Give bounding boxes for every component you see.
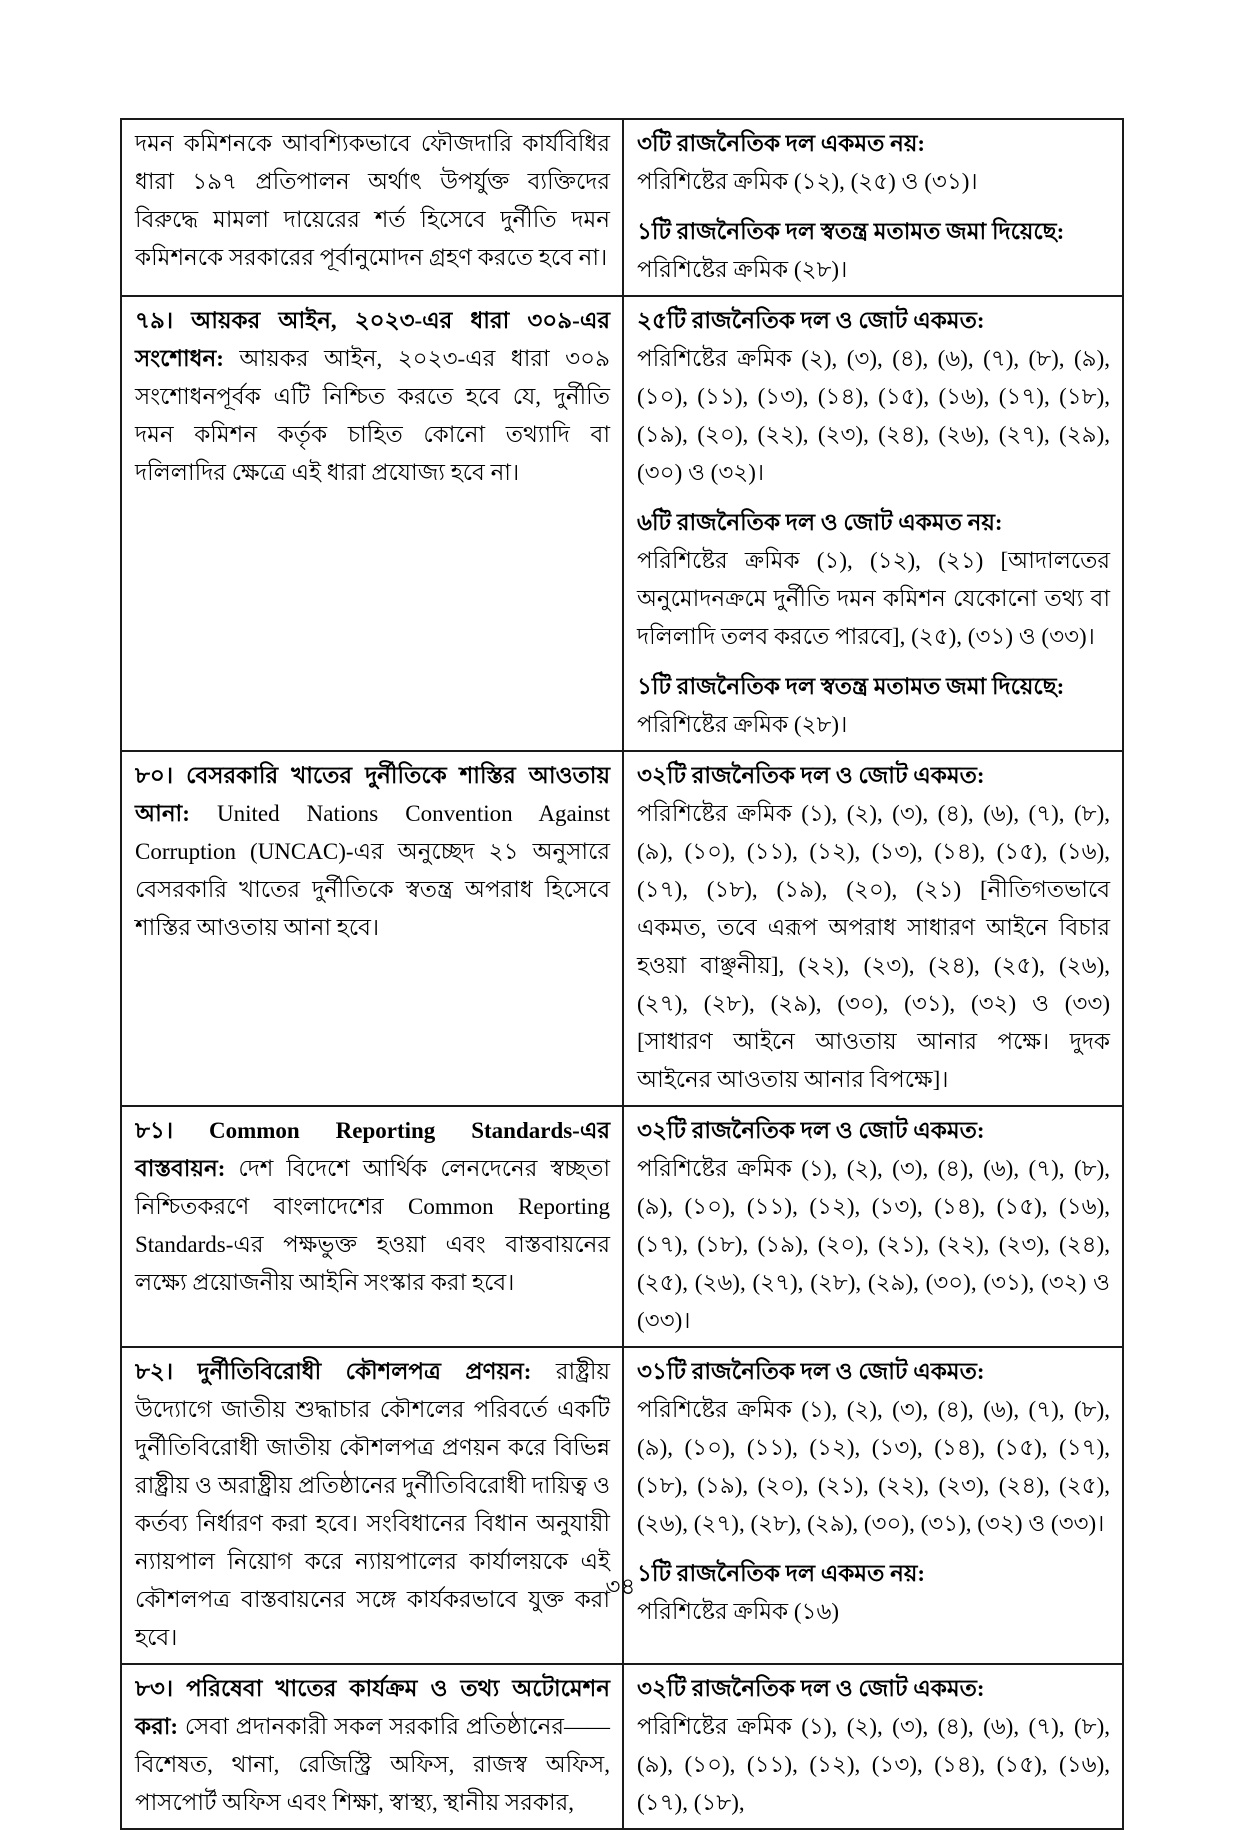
table-row — [121, 1664, 1123, 1829]
proposal-cell — [121, 119, 623, 296]
proposal-body-text: United Nations Convention Against Corruption (UNCAC)-এর অনুচ্ছেদ ২১ অনুসারে বেসরকারি খাতের দুর্নীতিকে স্বতন্ত্র অপরাধ হিসেবে শাস্তির আওতায় আনা হবে। — [135, 801, 610, 940]
opinion-section — [637, 125, 1110, 201]
opinion-cell — [623, 1664, 1123, 1829]
proposal-text — [135, 1353, 610, 1657]
proposal-serial-title: ৮১। Common Reporting Standards-এর বাস্তবায়ন: — [135, 1118, 610, 1181]
proposal-cell — [121, 1106, 623, 1347]
opinion-heading: ১টি রাজনৈতিক দল স্বতন্ত্র মতামত জমা দিয়েছে: — [637, 674, 1065, 699]
opinion-section — [637, 757, 1110, 1099]
proposal-body-text: রাষ্ট্রীয় উদ্যোগে জাতীয় শুদ্ধাচার কৌশলের পরিবর্তে একটি দুর্নীতিবিরোধী জাতীয় কৌশলপত্র প্রণয়ন করে বিভিন্ন রাষ্ট্রীয় ও অরাষ্ট্রীয় প্রতিষ্ঠানের দুর্নীতিবিরোধী দায়িত্ব ও কর্তব্য নির্ধারণ করা হবে। সংবিধানের বিধান অনুযায়ী ন্যায়পাল নিয়োগ করে ন্যায়পালের কার্যালয়কে এই কৌশলপত্র বাস্তবায়নের সঙ্গে কার্যকরভাবে যুক্ত করা হবে। — [135, 1359, 610, 1650]
opinion-heading: ৩২টি রাজনৈতিক দল ও জোট একমত: — [637, 763, 985, 788]
opinion-section — [637, 302, 1110, 492]
opinion-cell — [623, 119, 1123, 296]
proposal-cell — [121, 751, 623, 1106]
opinion-heading: ৬টি রাজনৈতিক দল ও জোট একমত নয়: — [637, 510, 1003, 535]
opinion-heading: ১টি রাজনৈতিক দল স্বতন্ত্র মতামত জমা দিয়েছে: — [637, 219, 1065, 244]
opinion-cell — [623, 751, 1123, 1106]
opinion-cell — [623, 296, 1123, 751]
opinion-text: পরিশিষ্টের ক্রমিক (১), (২), (৩), (৪), (৬), (৭), (৮), (৯), (১০), (১১), (১২), (১৩), (১৪), (১৫), (১৭), (১৮), (১৯), (২০), (২১), (২২), (২৩), (২৪), (২৫), (২৬), (২৭), (২৮), (২৯), (৩০), (৩১), (৩২) ও (৩৩)। — [637, 1397, 1110, 1536]
table-row — [121, 1106, 1123, 1347]
table-row — [121, 751, 1123, 1106]
proposal-body-text: আয়কর আইন, ২০২৩-এর ধারা ৩০৯ সংশোধনপূর্বক এটি নিশ্চিত করতে হবে যে, দুর্নীতি দমন কমিশন কর্তৃক চাহিত কোনো তথ্যাদি বা দলিলাদির ক্ষেত্রে এই ধারা প্রযোজ্য হবে না। — [135, 346, 611, 485]
proposal-body-text: দেশ বিদেশে আর্থিক লেনদেনের স্বচ্ছতা নিশ্চিতকরণে বাংলাদেশের Common Reporting Standards-এর পক্ষভুক্ত হওয়া এবং বাস্তবায়নের লক্ষ্যে প্রয়োজনীয় আইনি সংস্কার করা হবে। — [135, 1156, 610, 1295]
opinion-heading: ৩২টি রাজনৈতিক দল ও জোট একমত: — [637, 1676, 985, 1701]
proposal-serial-title: ৭৯। আয়কর আইন, ২০২৩-এর ধারা ৩০৯-এর সংশোধন: — [135, 308, 610, 371]
proposal-cell — [121, 296, 623, 751]
table-row — [121, 1347, 1123, 1664]
opinion-section — [637, 213, 1110, 289]
opinion-text: পরিশিষ্টের ক্রমিক (২৮)। — [637, 712, 848, 737]
opinion-cell — [623, 1106, 1123, 1347]
opinion-section — [637, 668, 1110, 744]
page-number: ৩৪ — [605, 1574, 636, 1599]
opinion-section — [637, 1670, 1110, 1822]
opinion-heading: ২৫টি রাজনৈতিক দল ও জোট একমত: — [637, 308, 985, 333]
proposal-text: দমন কমিশনকে আবশ্যিকভাবে ফৌজদারি কার্যবিধির ধারা ১৯৭ প্রতিপালন অর্থাৎ উপর্যুক্ত ব্যক্তিদের বিরুদ্ধে মামলা দায়েরের শর্ত হিসেবে দুর্নীতি দমন কমিশনকে সরকারের পূর্বানুমোদন গ্রহণ করতে হবে না। — [135, 131, 610, 270]
proposal-text — [135, 302, 610, 492]
opinion-section — [637, 504, 1110, 656]
opinion-section — [637, 1112, 1110, 1340]
opinion-section — [637, 1353, 1110, 1543]
proposal-text — [135, 757, 610, 947]
opinion-text: পরিশিষ্টের ক্রমিক (১), (১২), (২১) [আদালতের অনুমোদনক্রমে দুর্নীতি দমন কমিশন যেকোনো তথ্য বা দলিলাদি তলব করতে পারবে], (২৫), (৩১) ও (৩৩)। — [637, 548, 1110, 649]
opinion-heading: ৩টি রাজনৈতিক দল একমত নয়: — [637, 131, 926, 156]
opinion-text: পরিশিষ্টের ক্রমিক (২), (৩), (৪), (৬), (৭), (৮), (৯), (১০), (১১), (১৩), (১৪), (১৫), (১৬), (১৭), (১৮), (১৯), (২০), (২২), (২৩), (২৪), (২৬), (২৭), (২৯), (৩০) ও (৩২)। — [637, 346, 1110, 485]
proposal-serial-title: ৮০। বেসরকারি খাতের দুর্নীতিকে শাস্তির আওতায় আনা: — [135, 763, 610, 826]
opinion-text: পরিশিষ্টের ক্রমিক (১), (২), (৩), (৪), (৬), (৭), (৮), (৯), (১০), (১১), (১২), (১৩), (১৪), (১৫), (১৬), (১৭), (১৮), (১৯), (২০), (২১), (২২), (২৩), (২৪), (২৫), (২৬), (২৭), (২৮), (২৯), (৩০), (৩১), (৩২) ও (৩৩)। — [637, 1156, 1110, 1333]
proposal-cell — [121, 1664, 623, 1829]
opinion-text: পরিশিষ্টের ক্রমিক (১), (২), (৩), (৪), (৬), (৭), (৮), (৯), (১০), (১১), (১২), (১৩), (১৪), (১৫), (১৬), (১৭), (১৮), — [637, 1714, 1110, 1815]
table-row — [121, 119, 1123, 296]
opinion-heading: ৩১টি রাজনৈতিক দল ও জোট একমত: — [637, 1359, 985, 1384]
proposal-cell — [121, 1347, 623, 1664]
table-row — [121, 296, 1123, 751]
proposal-serial-title: ৮২। দুর্নীতিবিরোধী কৌশলপত্র প্রণয়ন: — [135, 1359, 532, 1384]
opinion-heading: ১টি রাজনৈতিক দল একমত নয়: — [637, 1561, 926, 1586]
opinion-text: পরিশিষ্টের ক্রমিক (১৬) — [637, 1599, 840, 1624]
opinion-text: পরিশিষ্টের ক্রমিক (১২), (২৫) ও (৩১)। — [637, 169, 978, 194]
proposal-text — [135, 1112, 610, 1302]
proposal-serial-title: ৮৩। পরিষেবা খাতের কার্যক্রম ও তথ্য অটোমেশন করা: — [135, 1676, 610, 1739]
opinion-text: পরিশিষ্টের ক্রমিক (১), (২), (৩), (৪), (৬), (৭), (৮), (৯), (১০), (১১), (১২), (১৩), (১৪), (১৫), (১৬), (১৭), (১৮), (১৯), (২০), (২১) [নীতিগতভাবে একমত, তবে এরূপ অপরাধ সাধারণ আইনে বিচার হওয়া বাঞ্ছনীয়], (২২), (২৩), (২৪), (২৫), (২৬), (২৭), (২৮), (২৯), (৩০), (৩১), (৩২) ও (৩৩) [সাধারণ আইনে আওতায় আনার পক্ষে। দুদক আইনের আওতায় আনার বিপক্ষে]। — [637, 801, 1110, 1092]
opinion-heading: ৩২টি রাজনৈতিক দল ও জোট একমত: — [637, 1118, 985, 1143]
proposal-text — [135, 1670, 610, 1822]
opinion-text: পরিশিষ্টের ক্রমিক (২৮)। — [637, 257, 848, 282]
opinion-cell — [623, 1347, 1123, 1664]
proposal-body-text: সেবা প্রদানকারী সকল সরকারি প্রতিষ্ঠানের—— বিশেষত, থানা, রেজিস্ট্রি অফিস, রাজস্ব অফিস, পাসপোর্ট অফিস এবং শিক্ষা, স্বাস্থ্য, স্থানীয় সরকার, — [135, 1714, 610, 1815]
